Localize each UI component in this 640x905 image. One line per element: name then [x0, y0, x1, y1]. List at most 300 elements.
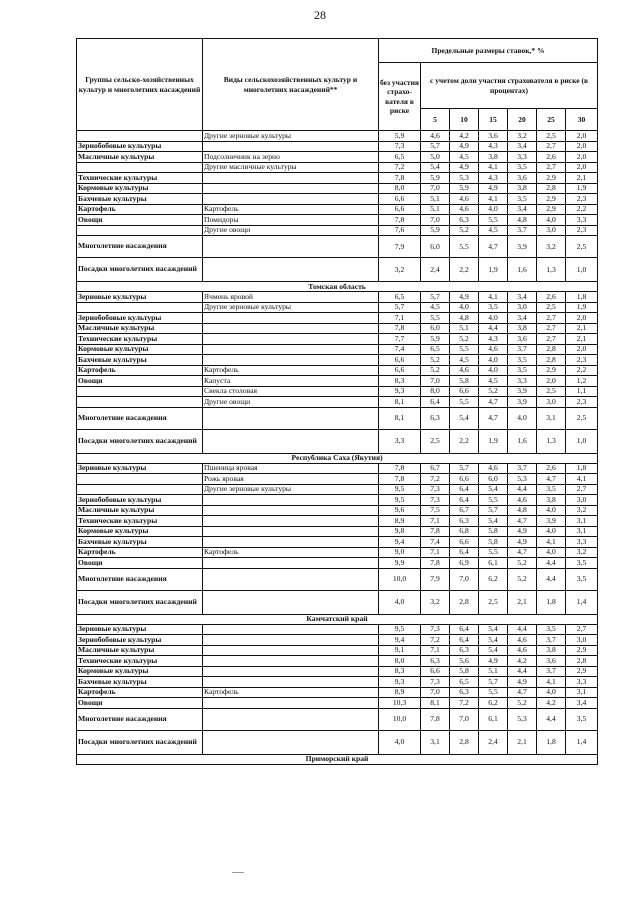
rate-cell: 4,5 [479, 376, 508, 387]
insurance-rates-table [76, 38, 598, 765]
crop-kind-cell: Картофель [203, 547, 379, 558]
crop-kind-cell [203, 407, 379, 429]
table-row [77, 537, 598, 548]
rate-cell: 4,4 [537, 558, 566, 569]
rate-cell: 2,7 [537, 323, 566, 334]
table-row [77, 376, 598, 387]
rate-cell-no-share: 5,7 [379, 302, 421, 313]
rate-cell: 4,5 [479, 225, 508, 236]
crop-kind-cell [203, 516, 379, 527]
crop-kind-cell [203, 656, 379, 667]
rate-cell: 5,4 [479, 635, 508, 646]
rate-cell: 2,5 [421, 429, 450, 453]
region-row [77, 282, 598, 292]
header-share-20: 20 [508, 109, 537, 131]
crop-kind-cell: Другие зерновые культуры [203, 484, 379, 495]
rate-cell: 3,5 [537, 624, 566, 635]
crop-group-cell: Зернобобовые культуры [77, 495, 203, 506]
crop-group-cell: Зернобобовые культуры [77, 635, 203, 646]
rate-cell: 4,6 [508, 645, 537, 656]
rate-cell: 2,7 [537, 334, 566, 345]
crop-group-cell: Овощи [77, 376, 203, 387]
rate-cell: 1,1 [566, 386, 598, 397]
rate-cell: 3,7 [508, 463, 537, 474]
rate-cell: 5,2 [508, 698, 537, 709]
table-row [77, 558, 598, 569]
rate-cell: 3,6 [479, 131, 508, 142]
crop-kind-cell: Пшеница яровая [203, 463, 379, 474]
table-row [77, 131, 598, 142]
table-row [77, 313, 598, 324]
rate-cell-no-share: 7,8 [379, 215, 421, 226]
rate-cell: 3,7 [508, 225, 537, 236]
rate-cell: 4,0 [450, 302, 479, 313]
rate-cell-no-share: 9,4 [379, 537, 421, 548]
region-title: Республика Саха (Якутия) [77, 453, 598, 463]
table-body [77, 131, 598, 765]
crop-group-cell: Бахчевые культуры [77, 355, 203, 366]
rate-cell-no-share: 10,3 [379, 698, 421, 709]
rate-cell: 5,4 [479, 624, 508, 635]
rate-cell: 2,7 [566, 624, 598, 635]
rate-cell: 4,7 [479, 407, 508, 429]
rate-cell: 4,9 [508, 677, 537, 688]
crop-kind-cell [203, 698, 379, 709]
rate-cell-no-share: 7,4 [379, 344, 421, 355]
crop-kind-cell [203, 141, 379, 152]
rate-cell: 4,1 [479, 162, 508, 173]
table-row [77, 162, 598, 173]
crop-kind-cell: Ячмень яровой [203, 292, 379, 303]
table-row [77, 194, 598, 205]
rate-cell: 4,9 [450, 292, 479, 303]
header-share-5: 5 [421, 109, 450, 131]
rate-cell: 4,0 [537, 547, 566, 558]
table-row [77, 407, 598, 429]
header-share-10: 10 [450, 109, 479, 131]
rate-cell: 6,6 [421, 666, 450, 677]
rate-cell: 5,1 [450, 323, 479, 334]
rate-cell-no-share: 8,0 [379, 183, 421, 194]
rate-cell-no-share: 3,2 [379, 258, 421, 282]
header-share-25: 25 [537, 109, 566, 131]
rate-cell: 2,5 [537, 302, 566, 313]
rate-cell-no-share: 10,0 [379, 568, 421, 590]
rate-cell: 4,4 [479, 323, 508, 334]
crop-group-cell: Многолетние насаждения [77, 407, 203, 429]
rate-cell: 3,3 [566, 677, 598, 688]
table-row [77, 624, 598, 635]
crop-group-cell: Зернобобовые культуры [77, 313, 203, 324]
rate-cell: 5,2 [508, 558, 537, 569]
table-row [77, 474, 598, 485]
rate-cell: 2,3 [566, 355, 598, 366]
rate-cell: 5,9 [421, 334, 450, 345]
rate-cell: 4,7 [479, 236, 508, 258]
rate-cell: 6,4 [450, 635, 479, 646]
rate-cell: 2,9 [566, 666, 598, 677]
rate-cell: 4,4 [508, 624, 537, 635]
rate-cell: 5,8 [450, 376, 479, 387]
rate-cell: 2,9 [537, 194, 566, 205]
rate-cell: 4,7 [508, 516, 537, 527]
rate-cell: 7,9 [421, 568, 450, 590]
crop-kind-cell: Помидоры [203, 215, 379, 226]
table-row [77, 590, 598, 614]
crop-kind-cell [203, 677, 379, 688]
rate-cell: 3,4 [508, 204, 537, 215]
rate-cell: 4,0 [537, 215, 566, 226]
rate-cell: 5,5 [450, 236, 479, 258]
crop-kind-cell [203, 429, 379, 453]
rate-cell: 7,2 [421, 635, 450, 646]
crop-kind-cell: Другие масличные культуры [203, 162, 379, 173]
rate-cell: 1,8 [537, 730, 566, 754]
rate-cell: 3,4 [508, 292, 537, 303]
rate-cell-no-share: 8,1 [379, 397, 421, 408]
rate-cell-no-share: 9,8 [379, 526, 421, 537]
table-row [77, 292, 598, 303]
rate-cell: 6,3 [450, 215, 479, 226]
rate-cell-no-share: 9,3 [379, 386, 421, 397]
rate-cell: 6,6 [450, 537, 479, 548]
rate-cell: 6,5 [450, 677, 479, 688]
rate-cell: 6,4 [450, 624, 479, 635]
rate-cell: 4,9 [450, 162, 479, 173]
rate-cell: 1,8 [537, 590, 566, 614]
rate-cell-no-share: 7,7 [379, 334, 421, 345]
rate-cell: 3,4 [508, 141, 537, 152]
rate-cell: 5,6 [450, 656, 479, 667]
rate-cell: 5,2 [479, 386, 508, 397]
crop-group-cell: Масличные культуры [77, 152, 203, 163]
rate-cell: 6,9 [450, 558, 479, 569]
rate-cell: 1,2 [566, 376, 598, 387]
table-row [77, 173, 598, 184]
rate-cell: 6,4 [450, 484, 479, 495]
rate-cell: 1,9 [566, 302, 598, 313]
rate-cell: 3,9 [537, 516, 566, 527]
table-row [77, 495, 598, 506]
rate-cell: 5,5 [479, 215, 508, 226]
rate-cell-no-share: 8,3 [379, 666, 421, 677]
rate-cell: 4,0 [537, 505, 566, 516]
crop-kind-cell: Свекла столовая [203, 386, 379, 397]
rate-cell: 5,5 [450, 397, 479, 408]
rate-cell: 3,1 [537, 407, 566, 429]
rate-cell: 4,7 [537, 474, 566, 485]
crop-group-cell: Масличные культуры [77, 323, 203, 334]
region-row [77, 614, 598, 624]
rate-cell: 6,4 [421, 397, 450, 408]
rate-cell: 4,6 [450, 194, 479, 205]
rate-cell: 2,3 [566, 397, 598, 408]
rate-cell: 3,5 [508, 162, 537, 173]
crop-kind-cell [203, 334, 379, 345]
rate-cell: 7,0 [450, 568, 479, 590]
rate-cell: 3,6 [508, 334, 537, 345]
rate-cell: 3,2 [566, 547, 598, 558]
rate-cell: 4,2 [537, 698, 566, 709]
rate-cell: 2,4 [479, 730, 508, 754]
rate-cell: 2,1 [508, 590, 537, 614]
rate-cell: 6,3 [450, 516, 479, 527]
rate-cell: 6,3 [450, 645, 479, 656]
rate-cell: 6,3 [450, 687, 479, 698]
rate-cell: 4,9 [479, 183, 508, 194]
table-row [77, 152, 598, 163]
table-row [77, 386, 598, 397]
table-row [77, 397, 598, 408]
crop-kind-cell: Картофель [203, 365, 379, 376]
rate-cell: 2,0 [537, 376, 566, 387]
rate-cell-no-share: 10,0 [379, 708, 421, 730]
rate-cell: 2,7 [537, 313, 566, 324]
rate-cell-no-share: 9,4 [379, 635, 421, 646]
rate-cell: 5,3 [450, 173, 479, 184]
table-row [77, 656, 598, 667]
rate-cell: 6,1 [479, 708, 508, 730]
rate-cell: 5,8 [450, 666, 479, 677]
rate-cell: 4,7 [508, 547, 537, 558]
table-row [77, 215, 598, 226]
crop-kind-cell [203, 313, 379, 324]
crop-kind-cell: Рожь яровая [203, 474, 379, 485]
rate-cell-no-share: 9,5 [379, 484, 421, 495]
crop-kind-cell: Другие овощи [203, 397, 379, 408]
rate-cell: 1,6 [508, 258, 537, 282]
rate-cell: 5,5 [421, 313, 450, 324]
crop-kind-cell [203, 323, 379, 334]
rate-cell: 3,1 [566, 526, 598, 537]
rate-cell: 2,7 [537, 141, 566, 152]
table-row [77, 204, 598, 215]
table-row [77, 666, 598, 677]
table-row [77, 463, 598, 474]
crop-group-cell: Технические культуры [77, 516, 203, 527]
rate-cell: 3,0 [508, 302, 537, 313]
crop-group-cell: Овощи [77, 558, 203, 569]
rate-cell: 2,9 [537, 365, 566, 376]
rate-cell: 3,0 [566, 495, 598, 506]
rate-cell: 5,4 [450, 407, 479, 429]
crop-group-cell: Посадки многолетних насаждений [77, 590, 203, 614]
rate-cell: 3,7 [508, 344, 537, 355]
rate-cell: 5,9 [421, 173, 450, 184]
rate-cell: 2,0 [566, 152, 598, 163]
rate-cell: 2,6 [537, 152, 566, 163]
rate-cell: 5,1 [421, 194, 450, 205]
rate-cell: 2,4 [421, 258, 450, 282]
table-row [77, 355, 598, 366]
crop-kind-cell: Картофель [203, 204, 379, 215]
rate-cell: 4,9 [450, 141, 479, 152]
rate-cell: 4,4 [508, 666, 537, 677]
rate-cell: 3,3 [566, 537, 598, 548]
rate-cell-no-share: 7,8 [379, 173, 421, 184]
rate-cell: 6,1 [479, 558, 508, 569]
rate-cell: 8,1 [421, 698, 450, 709]
crop-group-cell: Технические культуры [77, 334, 203, 345]
crop-kind-cell [203, 645, 379, 656]
rate-cell: 3,5 [479, 302, 508, 313]
crop-group-cell: Зернобобовые культуры [77, 141, 203, 152]
rate-cell: 6,0 [421, 236, 450, 258]
rate-cell: 4,6 [450, 204, 479, 215]
table-row [77, 730, 598, 754]
rate-cell: 2,6 [537, 463, 566, 474]
crop-kind-cell [203, 635, 379, 646]
crop-kind-cell [203, 730, 379, 754]
rate-cell: 3,5 [566, 708, 598, 730]
rate-cell: 7,8 [421, 526, 450, 537]
crop-group-cell: Зерновые культуры [77, 463, 203, 474]
rate-cell: 5,7 [421, 292, 450, 303]
rate-cell: 3,6 [508, 173, 537, 184]
rate-cell: 6,5 [421, 344, 450, 355]
crop-group-cell: Бахчевые культуры [77, 537, 203, 548]
rate-cell: 3,1 [566, 687, 598, 698]
rate-cell-no-share: 8,3 [379, 376, 421, 387]
rate-cell-no-share: 6,6 [379, 204, 421, 215]
rate-cell: 5,5 [479, 495, 508, 506]
crop-kind-cell [203, 236, 379, 258]
rate-cell: 5,2 [508, 568, 537, 590]
rate-cell: 5,2 [421, 355, 450, 366]
rate-cell-no-share: 9,1 [379, 645, 421, 656]
rate-cell: 4,0 [479, 313, 508, 324]
crop-group-cell: Кормовые культуры [77, 666, 203, 677]
rate-cell: 1,0 [566, 258, 598, 282]
rate-cell: 5,7 [479, 677, 508, 688]
rate-cell-no-share: 4,0 [379, 590, 421, 614]
footer-mark [232, 872, 244, 873]
rate-cell: 3,9 [508, 397, 537, 408]
rate-cell: 3,3 [566, 215, 598, 226]
rate-cell: 4,9 [508, 537, 537, 548]
rate-cell: 1,0 [566, 429, 598, 453]
rate-cell: 3,9 [508, 386, 537, 397]
crop-kind-cell [203, 495, 379, 506]
rate-cell: 4,8 [450, 313, 479, 324]
table-row [77, 429, 598, 453]
crop-group-cell [77, 131, 203, 142]
rate-cell: 2,0 [566, 313, 598, 324]
table-row [77, 334, 598, 345]
crop-group-cell: Картофель [77, 687, 203, 698]
rate-cell: 4,2 [450, 131, 479, 142]
rate-cell-no-share: 9,5 [379, 624, 421, 635]
rate-cell: 4,4 [508, 484, 537, 495]
crop-group-cell [77, 474, 203, 485]
table-row [77, 484, 598, 495]
crop-kind-cell [203, 258, 379, 282]
crop-group-cell: Овощи [77, 698, 203, 709]
rate-cell: 6,7 [450, 505, 479, 516]
table-row [77, 323, 598, 334]
rate-cell: 1,3 [537, 258, 566, 282]
rate-cell: 4,3 [479, 173, 508, 184]
rate-cell: 1,4 [566, 730, 598, 754]
rate-cell: 3,5 [508, 194, 537, 205]
rate-cell: 3,9 [508, 236, 537, 258]
crop-kind-cell [203, 355, 379, 366]
region-title: Камчатский край [77, 614, 598, 624]
table-row [77, 708, 598, 730]
crop-group-cell: Кормовые культуры [77, 526, 203, 537]
rate-cell: 1,9 [566, 183, 598, 194]
rate-cell: 4,7 [508, 687, 537, 698]
rate-cell: 4,1 [479, 194, 508, 205]
rate-cell: 1,9 [479, 258, 508, 282]
rate-cell: 4,4 [537, 568, 566, 590]
rate-cell: 5,2 [421, 365, 450, 376]
rate-cell-no-share: 7,8 [379, 463, 421, 474]
crop-group-cell: Картофель [77, 204, 203, 215]
rate-cell: 3,5 [508, 355, 537, 366]
rate-cell: 2,2 [566, 365, 598, 376]
rate-cell-no-share: 9,3 [379, 677, 421, 688]
rate-cell: 3,8 [508, 323, 537, 334]
rate-cell: 7,3 [421, 484, 450, 495]
crop-kind-cell: Другие зерновые культуры [203, 131, 379, 142]
table-row [77, 505, 598, 516]
rate-cell: 3,1 [421, 730, 450, 754]
rate-cell-no-share: 8,1 [379, 407, 421, 429]
rate-cell: 4,6 [450, 365, 479, 376]
rate-cell: 2,5 [537, 131, 566, 142]
rate-cell-no-share: 3,3 [379, 429, 421, 453]
rate-cell: 6,3 [421, 656, 450, 667]
rate-cell: 4,9 [479, 656, 508, 667]
crop-kind-cell: Другие зерновые культуры [203, 302, 379, 313]
rate-cell: 2,1 [566, 323, 598, 334]
table-row [77, 698, 598, 709]
crop-group-cell: Зерновые культуры [77, 292, 203, 303]
region-title: Томская область [77, 282, 598, 292]
rate-cell: 4,8 [508, 505, 537, 516]
rate-cell: 6,7 [421, 463, 450, 474]
crop-group-cell [77, 484, 203, 495]
page-number: 28 [314, 8, 326, 22]
table-row [77, 344, 598, 355]
header-rates: Предельные размеры ставок,* % [379, 39, 598, 63]
rate-cell: 2,8 [537, 183, 566, 194]
rate-cell: 7,8 [421, 708, 450, 730]
table-row [77, 547, 598, 558]
rate-cell: 5,7 [479, 505, 508, 516]
crop-group-cell [77, 386, 203, 397]
rate-cell: 2,9 [537, 204, 566, 215]
rate-cell: 4,3 [479, 141, 508, 152]
crop-group-cell: Зерновые культуры [77, 624, 203, 635]
rate-cell-no-share: 8,9 [379, 516, 421, 527]
rate-cell: 7,8 [421, 558, 450, 569]
crop-kind-cell [203, 568, 379, 590]
crop-group-cell [77, 225, 203, 236]
table-row [77, 183, 598, 194]
header-no-share: без участия страхо-вателя в риске [379, 63, 421, 131]
crop-group-cell: Технические культуры [77, 656, 203, 667]
crop-group-cell: Посадки многолетних насаждений [77, 730, 203, 754]
crop-group-cell: Картофель [77, 365, 203, 376]
rate-cell: 2,0 [566, 162, 598, 173]
rate-cell-no-share: 6,5 [379, 292, 421, 303]
rate-cell: 2,3 [566, 194, 598, 205]
rate-cell: 2,3 [566, 225, 598, 236]
crop-kind-cell [203, 194, 379, 205]
rate-cell: 2,8 [537, 355, 566, 366]
